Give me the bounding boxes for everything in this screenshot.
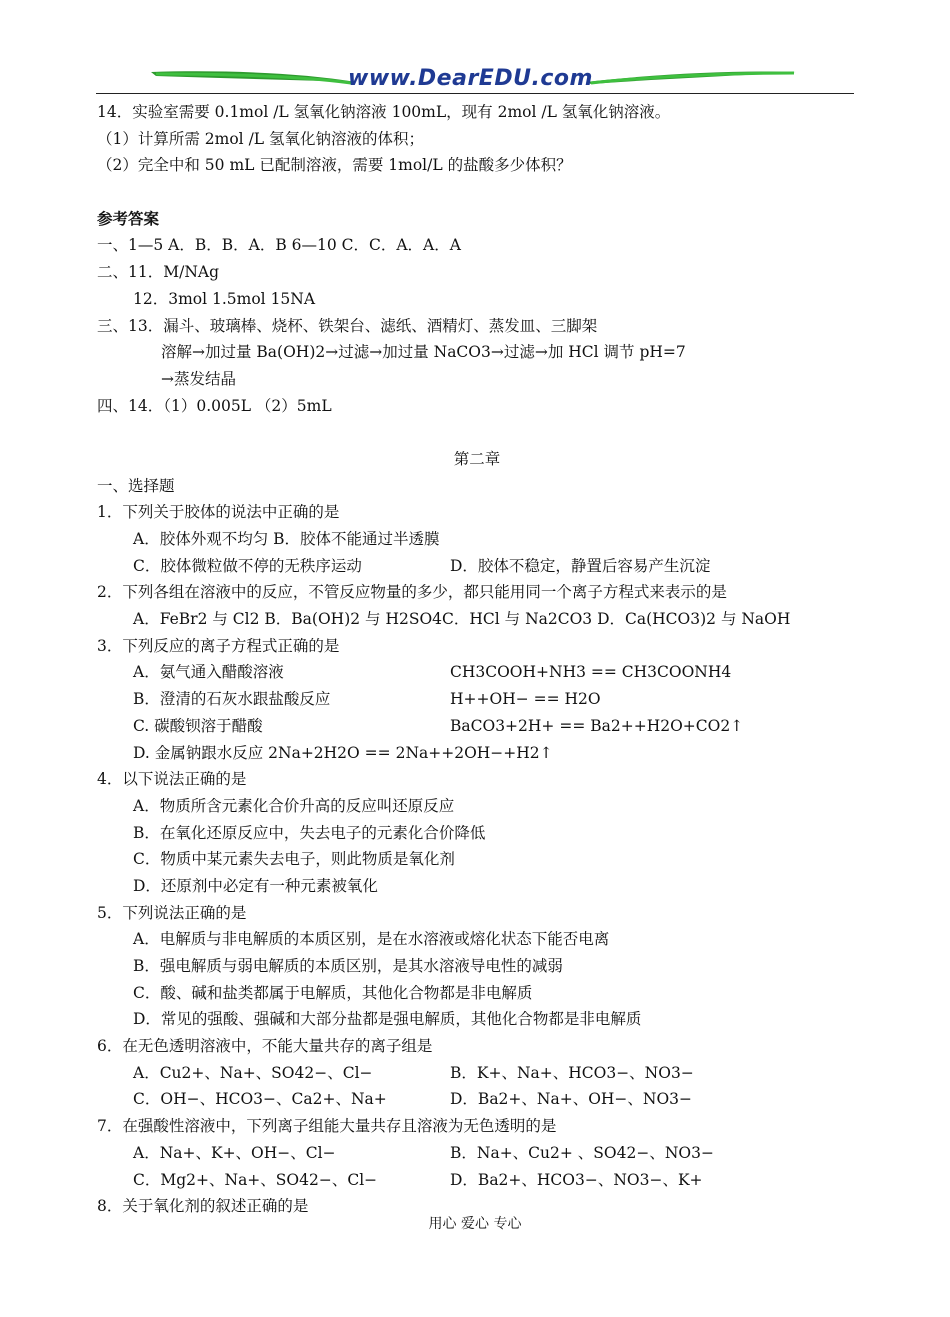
q3-stem: 3．下列反应的离子方程式正确的是: [97, 636, 340, 655]
answer-line-7: 四、14．（1）0.005L （2）5mL: [97, 396, 332, 415]
q5-option-c: C．酸、碱和盐类都属于电解质，其他化合物都是非电解质: [133, 983, 533, 1002]
q6-option-b: B．K+、Na+、HCO3−、NO3−: [450, 1063, 694, 1082]
q5-option-a: A．电解质与非电解质的本质区别，是在水溶液或熔化状态下能否电离: [133, 930, 610, 949]
document-body: [97, 99, 857, 1220]
q7-option-b: B．Na+、Cu2+ 、SO42−、NO3−: [450, 1143, 714, 1162]
page-footer: 用心 爱心 专心: [428, 1216, 522, 1232]
answer-line-4: 三、13．漏斗、玻璃棒、烧杯、铁架台、滤纸、酒精灯、蒸发皿、三脚架: [97, 316, 598, 335]
q4-option-b: B．在氧化还原反应中，失去电子的元素化合价降低: [133, 823, 486, 842]
q6-stem: 6．在无色透明溶液中，不能大量共存的离子组是: [97, 1037, 433, 1056]
q3-option-b-text: B．澄清的石灰水跟盐酸反应: [133, 690, 331, 709]
q1-option-c: C．胶体微粒做不停的无秩序运动: [133, 556, 362, 575]
q14-part1: （1）计算所需 2mol /L 氢氧化钠溶液的体积；: [97, 129, 425, 148]
q6-option-d: D．Ba2+、Na+、OH−、NO3−: [450, 1090, 693, 1109]
q1-option-d: D．胶体不稳定，静置后容易产生沉淀: [450, 556, 711, 575]
q4-option-c: C．物质中某元素失去电子，则此物质是氧化剂: [133, 850, 455, 869]
q7-option-a: A．Na+、K+、OH−、Cl−: [133, 1143, 336, 1162]
answer-line-6: →蒸发结晶: [161, 369, 236, 388]
answer-line-3: 12．3mol 1.5mol 15NA: [133, 289, 316, 308]
spacer: [97, 179, 857, 206]
q3-option-d: D. 金属钠跟水反应 2Na+2H2O == 2Na++2OH−+H2↑: [133, 743, 553, 762]
q3-option-c: [97, 713, 857, 740]
q6-option-a: A．Cu2+、Na+、SO42−、Cl−: [133, 1063, 373, 1082]
q5-stem: 5．下列说法正确的是: [97, 903, 247, 922]
q7-options-ab: [97, 1140, 857, 1167]
q6-option-c: C．OH−、HCO3−、Ca2+、Na+: [133, 1090, 387, 1109]
answer-line-1: 一、1—5 A．B．B．A．B 6—10 C．C．A．A．A: [97, 236, 461, 255]
q1-options-cd: [97, 553, 857, 580]
q3-option-a: [97, 659, 857, 686]
q3-option-a-equation: CH3COOH+NH3 == CH3COONH4: [450, 663, 732, 682]
q5-option-b: B．强电解质与弱电解质的本质区别，是其水溶液导电性的减弱: [133, 957, 563, 975]
q3-option-b: [97, 686, 857, 713]
q8-stem: 8．关于氧化剂的叙述正确的是: [97, 1197, 309, 1216]
q14-part2: （2）完全中和 50 mL 已配制溶液，需要 1mol/L 的盐酸多少体积？: [97, 156, 572, 175]
q3-option-a-text: A．氨气通入醋酸溶液: [133, 663, 284, 682]
header-rule: [96, 93, 854, 94]
q7-option-d: D．Ba2+、HCO3−、NO3−、K+: [450, 1170, 703, 1189]
q4-stem: 4．以下说法正确的是: [97, 770, 247, 789]
q14-stem: 14．实验室需要 0.1mol /L 氢氧化钠溶液 100mL，现有 2mol /L 氢氧化钠溶液。: [97, 103, 671, 121]
chapter-title: 第二章: [453, 449, 501, 468]
q6-options-cd: [97, 1086, 857, 1113]
q7-options-cd: [97, 1167, 857, 1194]
answer-line-2: 二、11．M/NAg: [97, 263, 219, 282]
q2-stem: 2．下列各组在溶液中的反应，不管反应物量的多少，都只能用同一个离子方程式来表示的是: [97, 583, 727, 602]
q1-stem: 1．下列关于胶体的说法中正确的是: [97, 503, 340, 522]
q3-option-b-equation: H++OH− == H2O: [450, 690, 601, 709]
answer-line-5: 溶解→加过量 Ba(OH)2→过滤→加过量 NaCO3→过滤→加 HCl 调节 pH=7: [161, 343, 686, 362]
q6-options-ab: [97, 1060, 857, 1087]
answers-title: 参考答案: [97, 208, 160, 228]
section-title: 一、选择题: [97, 476, 175, 495]
q5-option-d: D．常见的强酸、强碱和大部分盐都是强电解质，其他化合物都是非电解质: [133, 1010, 642, 1029]
q4-option-d: D．还原剂中必定有一种元素被氧化: [133, 876, 378, 895]
q1-options-ab: A．胶体外观不均匀 B．胶体不能通过半透膜: [133, 530, 440, 548]
spacer: [97, 419, 857, 446]
q7-option-c: C．Mg2+、Na+、SO42−、Cl−: [133, 1170, 378, 1189]
q4-option-a: A．物质所含元素化合价升高的反应叫还原反应: [133, 796, 455, 815]
site-logo[interactable]: www.DearEDU.com: [348, 66, 593, 91]
q3-option-c-equation: BaCO3+2H+ == Ba2++H2O+CO2↑: [450, 716, 744, 735]
q7-stem: 7．在强酸性溶液中，下列离子组能大量共存且溶液为无色透明的是: [97, 1117, 557, 1136]
q2-options: A．FeBr2 与 Cl2 B．Ba(OH)2 与 H2SO4C．HCl 与 Na2CO3 D．Ca(HCO3)2 与 NaOH: [133, 610, 791, 629]
q3-option-c-text: C. 碳酸钡溶于醋酸: [133, 716, 263, 735]
